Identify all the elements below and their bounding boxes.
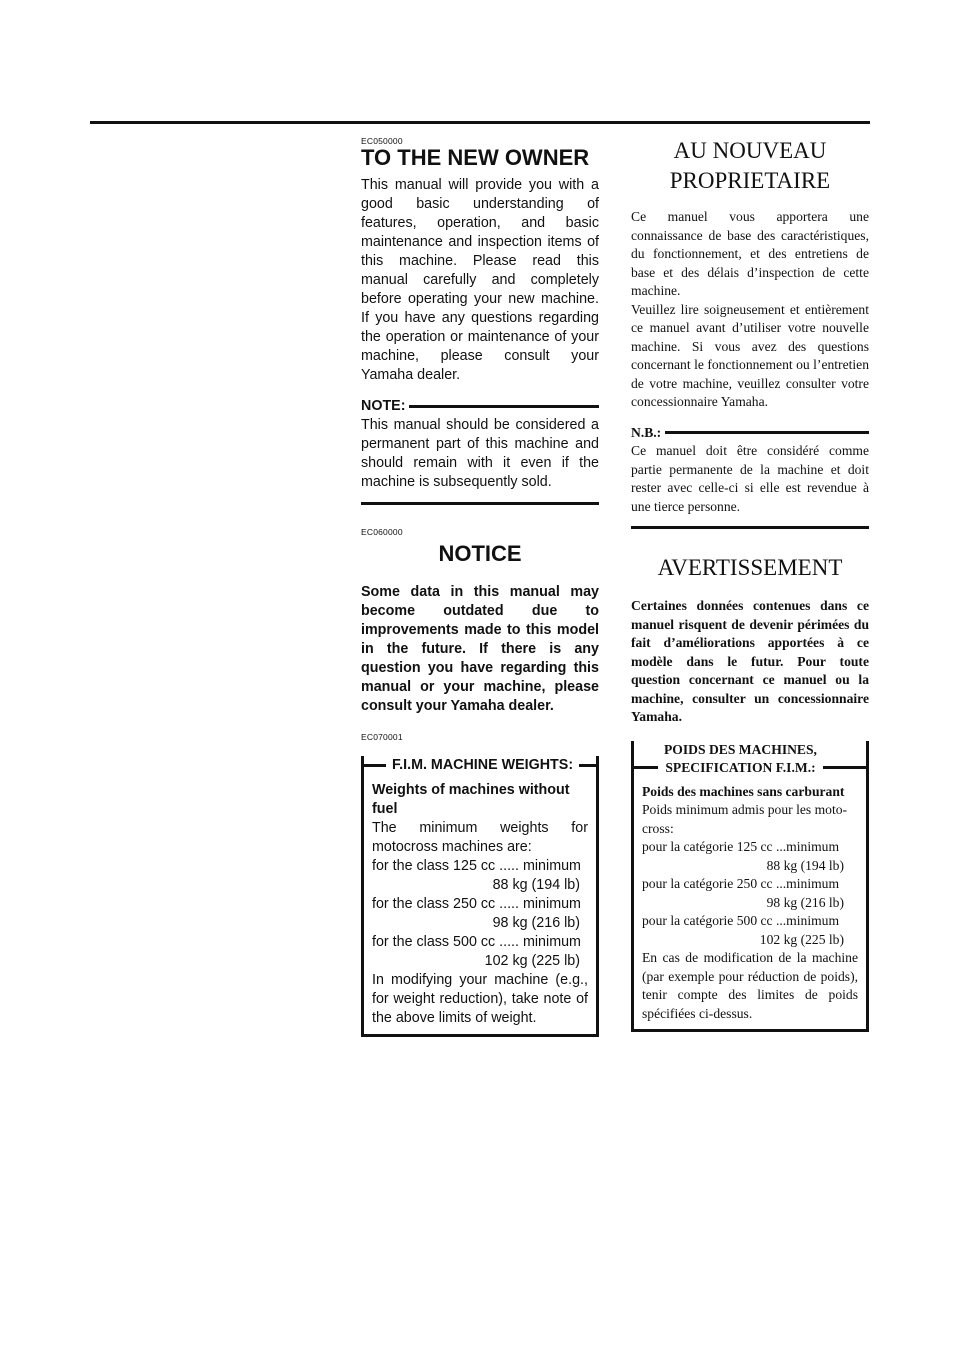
fim-class-500-fr: pour la catégorie 500 cc ...minimum — [642, 913, 840, 928]
fim-box-title-row-fr — [634, 741, 866, 777]
owner-heading-fr-line2: PROPRIETAIRE — [669, 168, 831, 193]
fim-class-125-value: 88 kg (194 lb) — [492, 877, 580, 893]
fim-box-title-row — [364, 756, 596, 775]
fim-intro-fr: Poids minimum admis pour les moto-cross: — [642, 802, 848, 836]
box-edge-right-fr — [823, 766, 866, 769]
english-column — [361, 136, 599, 1037]
note-header-fr — [631, 424, 869, 443]
fim-box-title-fr-line2: SPECIFICATION F.I.M.: — [665, 759, 816, 775]
owner-heading: TO THE NEW OWNER — [361, 145, 590, 170]
fim-box-body — [372, 781, 588, 1028]
fim-outro-fr: En cas de modification de la machine (par exemple pour réduction de poids), tenir compte des limites de poids spécifiées ci-dessus. — [642, 950, 858, 1021]
french-column — [631, 136, 869, 1032]
fim-heading-fr: Poids des machines sans carburant — [642, 783, 845, 799]
fim-intro: The minimum weights for motocross machines are: — [372, 820, 588, 855]
fim-box-title: F.I.M. MACHINE WEIGHTS: — [392, 757, 574, 773]
fim-class-125-fr: pour la catégorie 125 cc ...minimum — [642, 839, 840, 854]
owner-heading-fr — [631, 136, 869, 196]
fim-class-125: for the class 125 cc ..... minimum — [372, 858, 581, 874]
fim-outro: In modifying your machine (e.g., for weight reduction), take note of the above limits of weight. — [372, 972, 588, 1026]
fim-weights-box — [361, 756, 599, 1037]
note-rule — [409, 405, 599, 408]
fim-class-250-value: 98 kg (216 lb) — [492, 915, 580, 931]
section-code-fim: EC070001 — [361, 732, 403, 742]
note-label: NOTE: — [361, 398, 406, 414]
fim-class-500-value: 102 kg (225 lb) — [484, 953, 580, 969]
box-edge-right — [579, 764, 596, 767]
notice-heading-fr: AVERTISSEMENT — [657, 555, 843, 580]
section-code-owner: EC050000 — [361, 136, 403, 146]
fim-class-250-value-fr: 98 kg (216 lb) — [766, 894, 844, 910]
fim-box-title-fr-line1: POIDS DES MACHINES, — [664, 741, 817, 757]
owner-heading-fr-line1: AU NOUVEAU — [673, 138, 827, 163]
note-paragraph-fr: Ce manuel doit être considéré comme partie permanente de la machine et doit rester avec celle-ci si elle est revendue à une tierce personne. — [631, 443, 869, 514]
fim-box-title-fr — [658, 741, 823, 777]
note-paragraph: This manual should be considered a permanent part of this machine and should remain with it even if the machine is subsequently sold. — [361, 417, 599, 490]
notice-heading: NOTICE — [438, 541, 522, 566]
notice-paragraph-fr: Certaines données contenues dans ce manuel risquent de devenir périmées du fait d’améliorations apportées à ce modèle dans le futur. Pour toute question concernant ce manuel ou la machine, consulter un concessionnaire Yamaha. — [631, 598, 869, 724]
note-header — [361, 397, 599, 416]
fim-heading: Weights of machines without fuel — [372, 782, 570, 817]
note-end-rule — [361, 502, 599, 505]
notice-paragraph: Some data in this manual may become outdated due to improvements made to this model in the future. If there is any question you have regarding this manual or your machine, please consult your Yamaha dealer. — [361, 584, 599, 714]
fim-box-body-fr — [642, 783, 858, 1024]
note-label-fr: N.B.: — [631, 424, 662, 440]
box-edge-left — [364, 764, 386, 767]
top-rule — [90, 121, 870, 124]
fim-class-250-fr: pour la catégorie 250 cc ...minimum — [642, 876, 840, 891]
owner-paragraph-fr-1: Ce manuel vous apportera une connaissance de base des caractéristiques, du fonctionnement, et des entretiens de base et des délais d’inspection de cette machine. — [631, 209, 869, 298]
fim-class-125-value-fr: 88 kg (194 lb) — [766, 857, 844, 873]
fim-class-500: for the class 500 cc ..... minimum — [372, 934, 581, 950]
owner-paragraph: This manual will provide you with a good basic understanding of features, operation, and basic maintenance and inspection items of this machine. Please read this manual carefully and completely before operating your new machine. If you have any questions regarding the operation or maintenance of your machine, please consult your Yamaha dealer. — [361, 177, 599, 383]
section-code-notice: EC060000 — [361, 527, 403, 537]
owner-paragraph-fr-2: Veuillez lire soigneusement et entièrement ce manuel avant d’utiliser votre nouvelle machine. Si vous avez des questions concernant le fonctionnement ou l’entretien de votre machine, veuillez consulter votre concessionnaire Yamaha. — [631, 301, 869, 409]
box-edge-left-fr — [634, 766, 658, 769]
note-rule-fr — [665, 431, 869, 434]
fim-class-500-value-fr: 102 kg (225 lb) — [759, 931, 844, 947]
note-end-rule-fr — [631, 526, 869, 529]
fim-weights-box-fr — [631, 741, 869, 1033]
fim-class-250: for the class 250 cc ..... minimum — [372, 896, 581, 912]
